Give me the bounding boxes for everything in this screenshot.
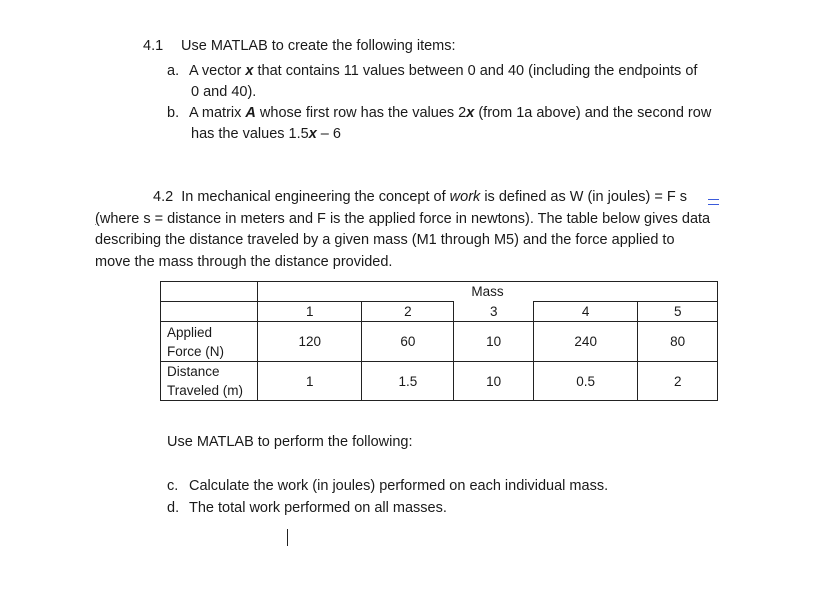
section-4-1-heading (143, 38, 456, 54)
section-4-2-paragraph (95, 187, 725, 273)
table-cell: 60 (362, 322, 454, 362)
tasks-intro: Use MATLAB to perform the following: (167, 434, 413, 450)
row-label-text: Applied (167, 324, 213, 340)
variable-x: x (245, 63, 254, 79)
table-cell: 120 (258, 322, 362, 362)
column-header: 2 (362, 302, 454, 322)
mass-data-table (160, 281, 718, 401)
table-cell: 80 (638, 322, 718, 362)
section-intro: Use MATLAB to create the following items: (181, 38, 456, 54)
paragraph-text: ( (95, 210, 100, 227)
table-corner-cell (161, 282, 258, 302)
column-header: 4 (533, 302, 637, 322)
table-cell: 1.5 (362, 362, 454, 401)
section-number: 4.2 (153, 189, 174, 205)
table-corner-cell (161, 302, 258, 322)
paragraph-line-1 (95, 187, 725, 209)
table-cell: 0.5 (533, 362, 637, 401)
list-item-c (167, 476, 608, 497)
row-label-text: Force (N) (167, 343, 224, 359)
table-header-row (161, 282, 718, 302)
list-item-a (167, 61, 697, 103)
item-letter: d. (167, 500, 180, 516)
column-header: 1 (258, 302, 362, 322)
item-text: Calculate the work (in joules) performed on each individual mass. (189, 478, 609, 494)
item-letter: b. (167, 105, 180, 121)
variable-A: A (245, 105, 256, 121)
table-cell: 1 (258, 362, 362, 401)
item-text: has the values 1.5 (191, 126, 309, 142)
list-item-b (167, 103, 711, 145)
table-row (161, 322, 718, 362)
double-underline-mark (708, 199, 719, 205)
paragraph-line-3: describing the distance traveled by a given mass (M1 through M5) and the force applied to (95, 232, 675, 248)
item-text: whose first row has the values 2 (255, 105, 467, 121)
item-text: (from 1a above) and the second row (474, 105, 712, 121)
item-text: – 6 (316, 126, 341, 142)
variable-x: x (308, 126, 317, 142)
table-cell: 2 (638, 362, 718, 401)
table-cell: 10 (454, 362, 534, 401)
variable-x: x (466, 105, 475, 121)
paragraph-text: where s = distance in meters and F is the applied force in newtons). The table below gives data (99, 210, 711, 227)
item-text: A matrix (189, 105, 246, 121)
table-column-header-row (161, 302, 718, 322)
item-text: A vector (189, 63, 246, 79)
row-label-text: Traveled (m) (167, 383, 244, 398)
column-header: 3 (454, 302, 534, 322)
item-letter: c. (167, 478, 179, 494)
item-text: that contains 11 values between 0 and 40 (including the endpoints of (253, 63, 698, 79)
text-cursor[interactable] (287, 529, 288, 546)
item-text: The total work performed on all masses. (189, 500, 447, 516)
item-text-continued (167, 124, 711, 145)
row-label (161, 322, 258, 362)
paragraph-line-4: move the mass through the distance provided. (95, 253, 393, 270)
row-label-text: Distance (167, 364, 220, 379)
paragraph-text: In mechanical engineering the concept of (181, 189, 450, 205)
table-row (161, 362, 718, 401)
mass-group-header: Mass (258, 282, 718, 302)
row-label (161, 362, 258, 401)
item-text-continued: 0 and 40). (191, 84, 257, 100)
table-cell: 240 (533, 322, 637, 362)
table-cell: 10 (454, 322, 534, 362)
paragraph-text: is defined as W (in joules) = F s (480, 189, 687, 205)
italic-term: work (449, 189, 481, 205)
column-header: 5 (638, 302, 718, 322)
list-item-d (167, 498, 447, 519)
paragraph-line-2 (95, 211, 710, 227)
item-letter: a. (167, 63, 180, 79)
section-number: 4.1 (143, 38, 164, 54)
